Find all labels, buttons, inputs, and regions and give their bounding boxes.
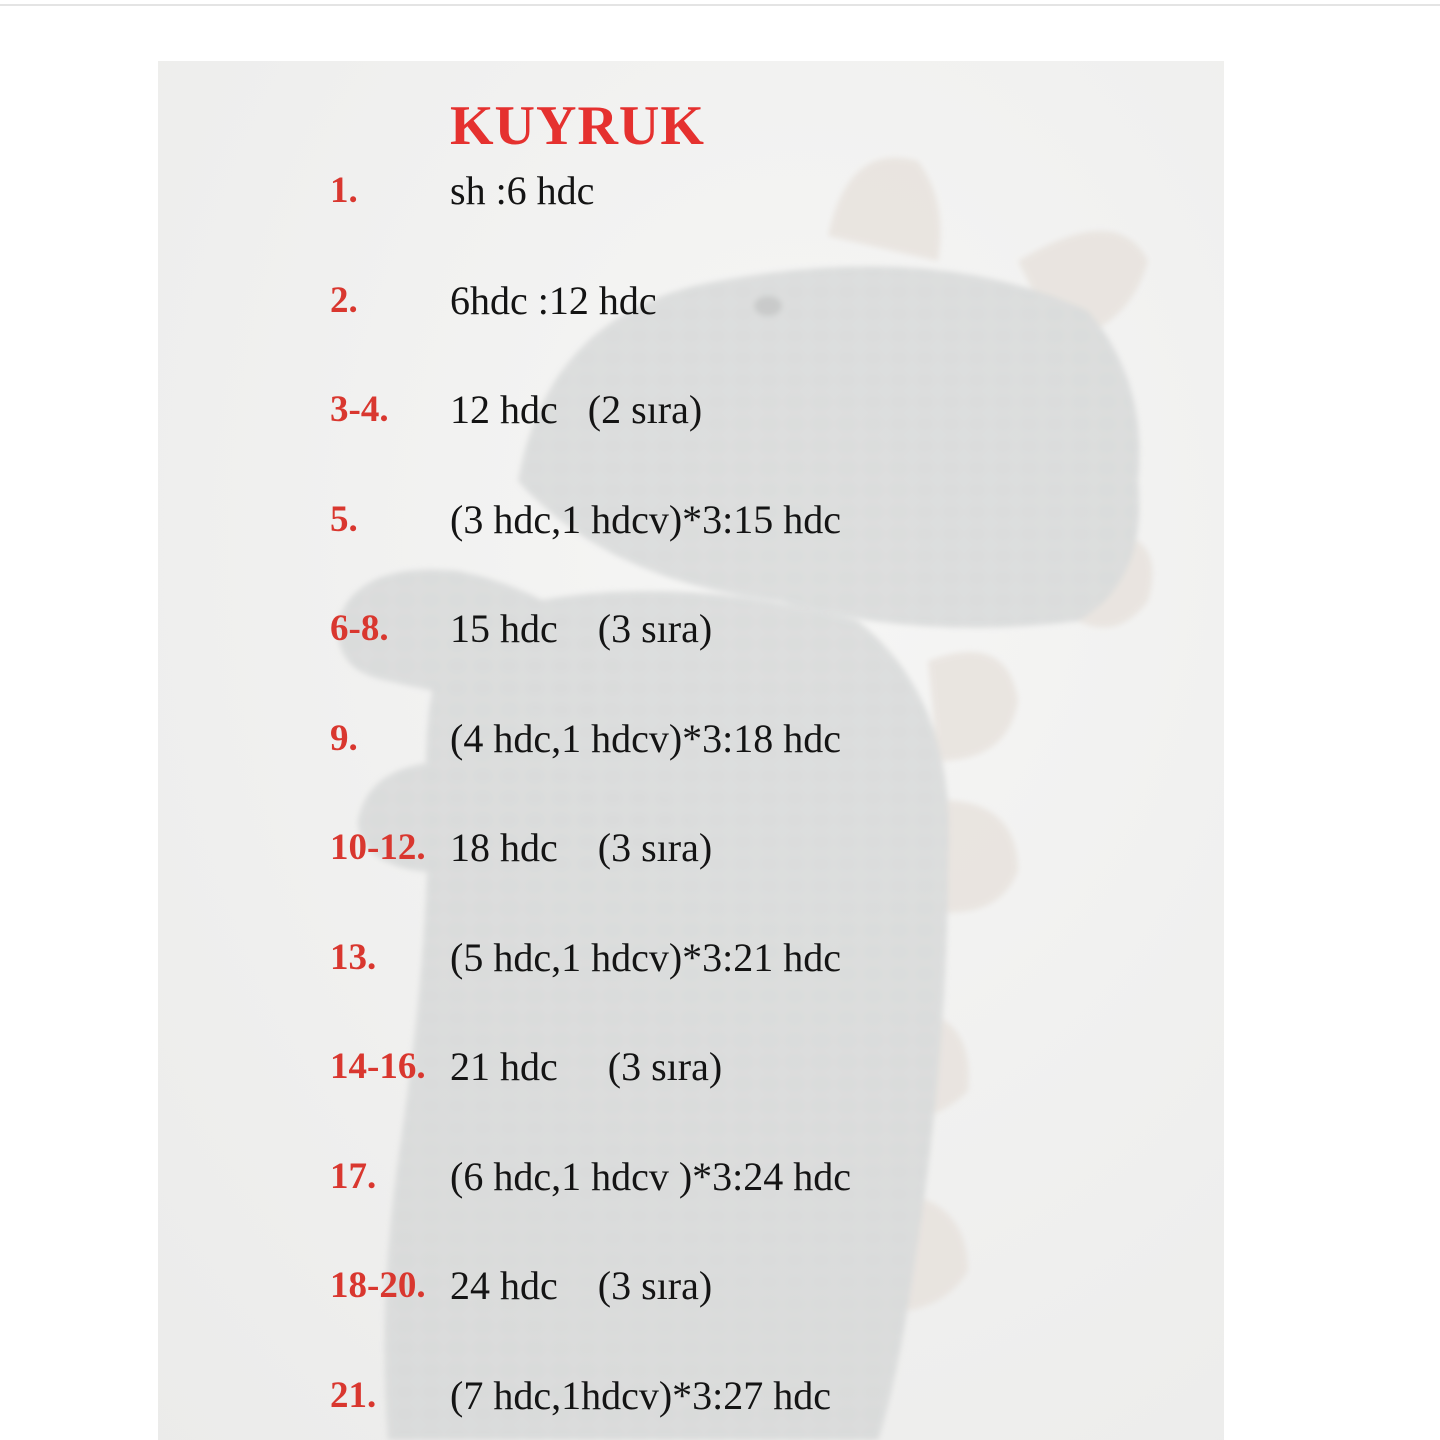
instruction-row <box>0 1152 1440 1202</box>
row-number: 9. <box>330 718 358 759</box>
instruction-row <box>0 714 1440 764</box>
row-number: 10-12. <box>330 827 426 868</box>
row-number: 3-4. <box>330 389 389 430</box>
row-instruction: 12 hdc (2 sıra) <box>450 387 703 432</box>
row-number: 13. <box>330 937 377 978</box>
instruction-row <box>0 1371 1440 1421</box>
row-instruction: (6 hdc,1 hdcv )*3:24 hdc <box>450 1154 852 1199</box>
instruction-row <box>0 604 1440 654</box>
row-instruction: (5 hdc,1 hdcv)*3:21 hdc <box>450 935 842 980</box>
instruction-row <box>0 385 1440 435</box>
instruction-row <box>0 276 1440 326</box>
row-instruction: (3 hdc,1 hdcv)*3:15 hdc <box>450 497 842 542</box>
row-number: 2. <box>330 280 358 321</box>
top-divider <box>0 4 1440 6</box>
row-number: 6-8. <box>330 608 389 649</box>
row-number: 21. <box>330 1375 377 1416</box>
instruction-row <box>0 495 1440 545</box>
row-instruction: 24 hdc (3 sıra) <box>450 1263 713 1308</box>
row-instruction: 21 hdc (3 sıra) <box>450 1044 723 1089</box>
instruction-row <box>0 1042 1440 1092</box>
row-instruction: (7 hdc,1hdcv)*3:27 hdc <box>450 1373 832 1418</box>
row-number: 18-20. <box>330 1265 426 1306</box>
row-instruction: 18 hdc (3 sıra) <box>450 825 713 870</box>
row-number: 1. <box>330 170 358 211</box>
instruction-row <box>0 823 1440 873</box>
instruction-row <box>0 933 1440 983</box>
instruction-row <box>0 166 1440 216</box>
row-number: 5. <box>330 499 358 540</box>
pattern-title: KUYRUK <box>450 95 705 157</box>
row-instruction: 6hdc :12 hdc <box>450 278 657 323</box>
row-instruction: 15 hdc (3 sıra) <box>450 606 713 651</box>
row-number: 17. <box>330 1156 377 1197</box>
row-number: 14-16. <box>330 1046 426 1087</box>
instruction-row <box>0 1261 1440 1311</box>
row-instruction: (4 hdc,1 hdcv)*3:18 hdc <box>450 716 842 761</box>
row-instruction: sh :6 hdc <box>450 168 595 213</box>
